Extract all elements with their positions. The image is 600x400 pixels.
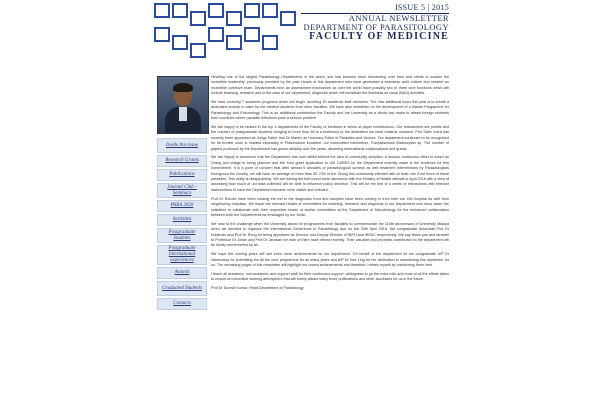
sidebar-nav — [157, 138, 207, 310]
nav-inside-this-issue[interactable]: Inside this issue — [157, 138, 207, 153]
paragraph: We rose to the challenge when the University asked for programmes from faculties to commemorate the 110th anniversary of University Malaya when we decided to organize the International Conference in Parasitology due on the 20th April 2016. We congratulate Associate Prof Dr Sulaiman and Prof Dr Rong for being appointed as Director and Deputy Director of IBPU and IBPAC respectively. We say thank you and farewell to Professor Dr Johari and Prof Dr Jamaiah for both of them have retired recently. Their valuable and priceless contribution to the department will be fondly remembered by all. — [211, 221, 449, 248]
paragraph: We hope the coming years will see even more achievements for our department. On behalf of the department let me congratulate A/P Dr Vakeeraisa for submitting the All the core programme for as many years and A/P Dr Hee Ling for her dedication in maintaining this newsletter for us. The remaining pages of this newsletter will highlight our recent achievements and therefore I refrain myself by mentioning them here. — [211, 252, 449, 267]
nav-activities[interactable]: Activities — [157, 214, 207, 226]
nav-publications[interactable]: Publications — [157, 169, 207, 181]
paragraph: We have currently 7 academic programs which will begin, involving 33 academic staff members. The new additional focus this year is to create a dedicated module to cater for the elective students from other faculties. We have also embarked on the development of a Master Programme for Parasitology and Entomology. This is an additional contribution the Faculty and the University as a whole can make to attract foreign students from countries where parasitic infections pose a serious problem. — [211, 100, 449, 121]
paragraph: Prof Dr Rohela have been holding the fort in the diagnostic front and samples have been coming in from both our UM hospital as well from neighboring hospitals. We thank the relevant Heads of committees for teaching, research and diagnosis in our Department who have taken the initiatives to collaborate with their respective heads of similar committees at the Department of Microbiology for the enhanced collaboration between both the Departments as envisaged by our Dean. — [211, 196, 449, 217]
title-line-1: ANNUAL NEWSLETTER — [348, 13, 449, 23]
nav-research-grants[interactable]: Research Grants — [157, 155, 207, 167]
nav-journal-club[interactable]: Journal Club - Seminars — [157, 183, 207, 198]
newsletter-page — [153, 0, 455, 400]
nav-graduated-students[interactable]: Graduated Students — [157, 281, 207, 296]
newsletter-header — [153, 0, 455, 62]
sidebar — [157, 76, 207, 312]
nav-postgraduate-students[interactable]: Postgraduate Students — [157, 228, 207, 243]
paragraph: Heading one of the largest Parasitology Departments in the world, she has become more demanding over time and needs to sustain the incredible leadership previously provided by the past Heads of this department who have generated a seamless work culture and created an incredible cohesive team. Departments form an assessment mechanism as over the world have possibly two or three core functions which will include teaching, research and in the case of our department, diagnosis which will constitute the Business as usual (BAU) activities. — [211, 75, 449, 96]
signature: Prof Dr Suresh Kumar, Head Department of Parasitology — [211, 285, 304, 290]
title-line-2: DEPARTMENT OF PARASITOLOGY — [303, 21, 449, 32]
nav-contacts[interactable]: Contacts — [157, 298, 207, 310]
paragraph: We are happy to be ranked in the top 4 departments at the Faculty of Medicine in terms of paper contributions. Our researchers are prolific and the number of postgraduate students bringing to more than 60 is a testimony to the dedication we have towards research. Prof Datin Indra has recently been appointed as Judge Editor and Dr Mahen as Honorary Editor of Parasites and Vectors. Our department continues to be recognised for its frontier work in malaria especially in Plasmodium knowlesi, our transmitted helminthes, Toxoplasmosis Blastocystis sp. The number of papers produced by the Department has grown steadily over the years, attracting international collaborations and grants. — [211, 125, 449, 151]
paragraph: I thank all academic, non-academic and support staff for their continuous support, willingness to go the extra mile and most of all the efforts taken to ensure an incredible working atmosphere that will surely attract many more publications and other accolades for us in the future. — [211, 271, 449, 282]
paragraph: We are happy to announce that the Department has now rallied behind the idea of community adoption. A serious continuous effort to adopt an Orang Asli village is being planned and the fund grant application to UM CARES by the Department recently made is the evidence for this commitment. It is a point of concern that after almost 6 decades of parasitological surveys as well treatment interventions by Parasitologists throughout the country, we still have an average of more than 50-70% of the Orang Asli community infected with at least one if not three of these parasites. This really is disappointing. We are having the first round table discussion with the Ministry of Health officials in April 2016 with a view of assessing how much of our data collected will be able to influence policy direction. This will be the first of a series of interactions with relevant stakeholders to have the Department become more visible and relevant. — [211, 155, 449, 192]
nav-para-2020[interactable]: PARA 2020 — [157, 200, 207, 212]
head-message-body — [211, 75, 449, 295]
newsletter-title — [304, 14, 449, 42]
nav-postgraduate-international[interactable]: Postgraduate International experiences — [157, 245, 207, 265]
head-portrait-photo — [157, 76, 209, 134]
title-line-3: FACULTY OF MEDICINE — [309, 30, 449, 42]
issue-number: ISSUE 5 | 2015 — [394, 3, 449, 12]
nav-awards[interactable]: Awards — [157, 267, 207, 279]
